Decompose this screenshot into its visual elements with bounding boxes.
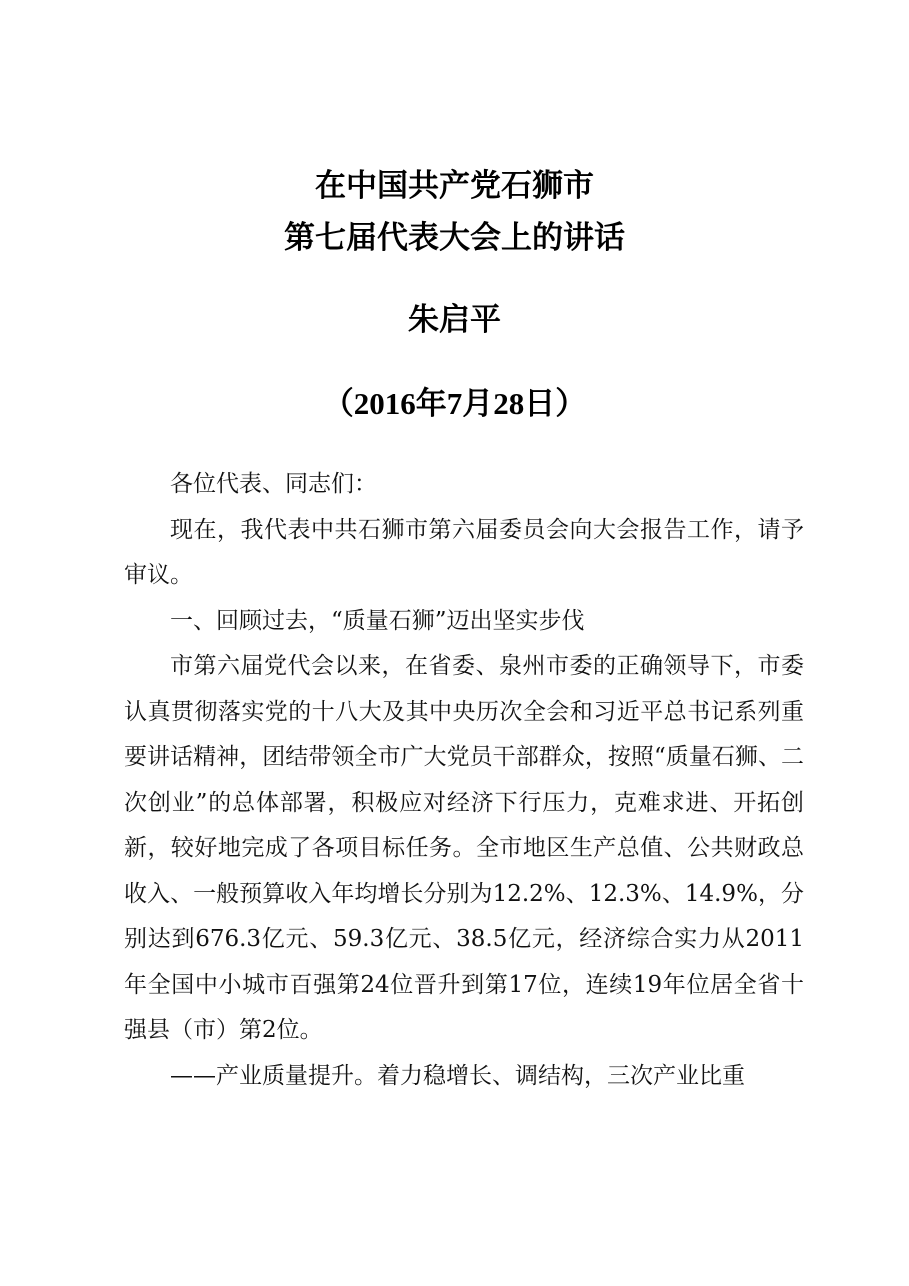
document-body — [124, 462, 804, 1099]
author-name: 朱启平 — [408, 302, 501, 338]
speech-date: （2016年7月28日） — [322, 386, 587, 421]
title-line-2: 第七届代表大会上的讲话 — [284, 220, 625, 256]
title-line-1: 在中国共产党石狮市 — [315, 168, 594, 204]
paragraph-industry: ——产业质量提升。着力稳增长、调结构，三次产业比重 — [170, 1062, 745, 1089]
paragraph-review: 市第六届党代会以来，在省委、泉州市委的正确领导下，市委认真贯彻落实党的十八大及其中央历次全会和习近平总书记系列重要讲话精神，团结带领全市广大党员干部群众，按照“质量石狮、二次创业”的总体部署，积极应对经济下行压力，克难求进、开拓创新，较好地完成了各项目标任务。全市地区生产总值、公共财政总收入、一般预算收入年均增长分别为12.2%、12.3%、14.9%，分别达到676.3亿元、59.3亿元、38.5亿元，经济综合实力从2011年全国中小城市百强第24位晋升到第17位，连续19年位居全省十强县（市）第2位。 — [124, 653, 804, 1043]
paragraph-salutation: 各位代表、同志们： — [170, 471, 377, 497]
paragraph-intro: 现在，我代表中共石狮市第六届委员会向大会报告工作，请予审议。 — [124, 516, 804, 588]
section-heading: 一、回顾过去，“质量石狮”迈出坚实步伐 — [170, 607, 585, 634]
